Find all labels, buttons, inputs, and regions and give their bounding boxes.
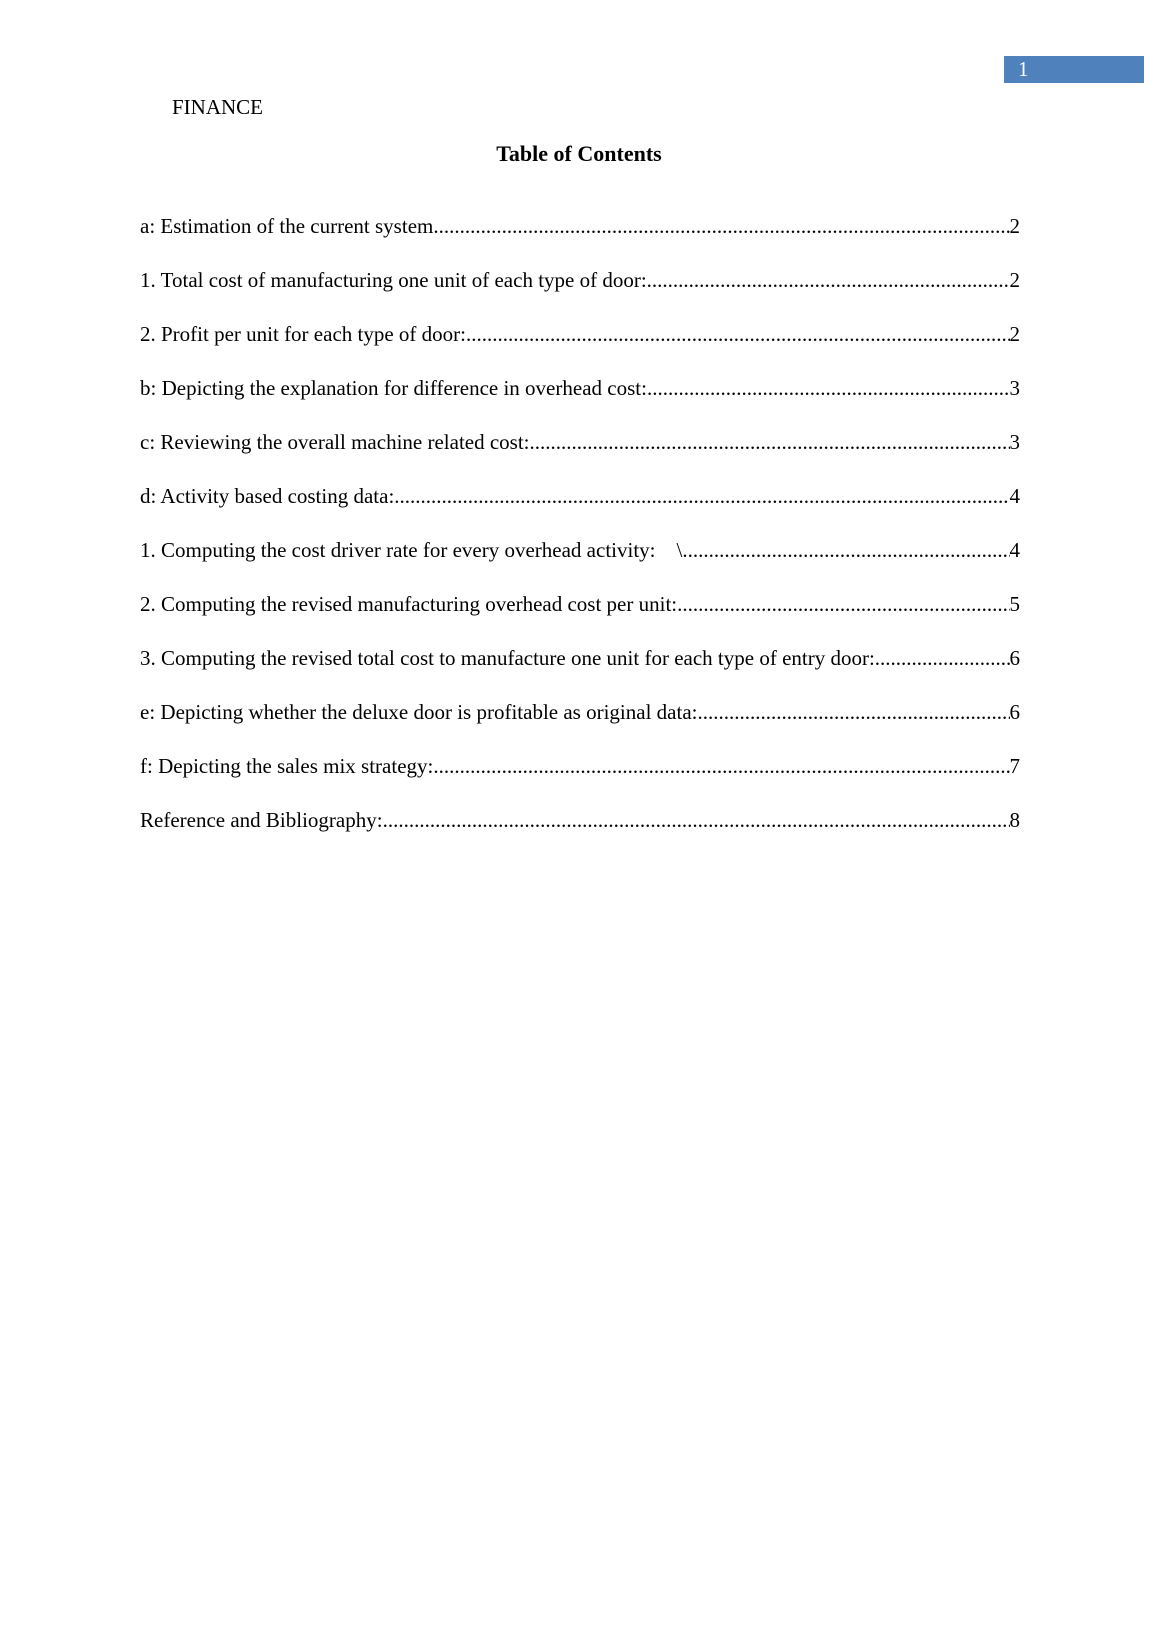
toc-entry[interactable]	[140, 319, 1020, 373]
toc-entry-label: 1. Total cost of manufacturing one unit of each type of door:	[140, 268, 647, 292]
toc-dot-leader	[530, 427, 1010, 457]
toc-entry[interactable]	[140, 589, 1020, 643]
toc-entry-label: b: Depicting the explanation for difference in overhead cost:	[140, 376, 647, 400]
toc-entry-page: 2	[1009, 268, 1020, 292]
toc-entry-label: e: Depicting whether the deluxe door is profitable as original data:	[140, 700, 698, 724]
toc-entry[interactable]	[140, 751, 1020, 805]
toc-entry-label: c: Reviewing the overall machine related cost:	[140, 430, 530, 454]
running-header: FINANCE	[172, 95, 264, 119]
toc-title: Table of Contents	[496, 141, 662, 166]
page-number: 1	[1004, 56, 1144, 83]
toc-entry[interactable]	[140, 481, 1020, 535]
toc-entry-label: 3. Computing the revised total cost to manufacture one unit for each type of entry door:	[140, 646, 875, 670]
toc-entry-page: 7	[1009, 754, 1020, 778]
toc-entry[interactable]	[140, 373, 1020, 427]
toc-list	[140, 211, 1020, 859]
toc-dot-leader	[677, 589, 1009, 619]
toc-dot-leader	[383, 805, 1010, 835]
toc-entry-page: 3	[1009, 430, 1020, 454]
toc-entry[interactable]	[140, 535, 1020, 589]
toc-dot-leader	[466, 319, 1010, 349]
toc-entry-page: 2	[1009, 214, 1020, 238]
toc-dot-leader	[647, 265, 1010, 295]
toc-dot-leader	[394, 481, 1009, 511]
toc-entry-page: 5	[1009, 592, 1020, 616]
toc-entry-label: Reference and Bibliography:	[140, 808, 383, 832]
toc-entry-label: d: Activity based costing data:	[140, 484, 395, 508]
toc-entry[interactable]	[140, 643, 1020, 697]
toc-entry-page: 8	[1009, 808, 1020, 832]
toc-dot-leader	[433, 211, 1009, 241]
toc-entry-page: 3	[1009, 376, 1020, 400]
toc-entry-label: 1. Computing the cost driver rate for every overhead activity: \	[140, 538, 683, 562]
toc-entry-page: 2	[1009, 322, 1020, 346]
toc-dot-leader	[682, 535, 1009, 565]
toc-entry-page: 4	[1009, 484, 1020, 508]
toc-entry[interactable]	[140, 211, 1020, 265]
toc-entry[interactable]	[140, 805, 1020, 859]
toc-entry[interactable]	[140, 427, 1020, 481]
toc-entry[interactable]	[140, 265, 1020, 319]
toc-entry-label: f: Depicting the sales mix strategy:	[140, 754, 434, 778]
toc-entry-label: 2. Profit per unit for each type of door:	[140, 322, 466, 346]
toc-entry-page: 6	[1009, 700, 1020, 724]
toc-dot-leader	[875, 643, 1010, 673]
toc-entry-page: 6	[1009, 646, 1020, 670]
toc-entry-label: 2. Computing the revised manufacturing overhead cost per unit:	[140, 592, 678, 616]
toc-entry-page: 4	[1009, 538, 1020, 562]
toc-entry[interactable]	[140, 697, 1020, 751]
toc-dot-leader	[647, 373, 1010, 403]
toc-entry-label: a: Estimation of the current system	[140, 214, 434, 238]
toc-dot-leader	[697, 697, 1009, 727]
toc-dot-leader	[433, 751, 1009, 781]
